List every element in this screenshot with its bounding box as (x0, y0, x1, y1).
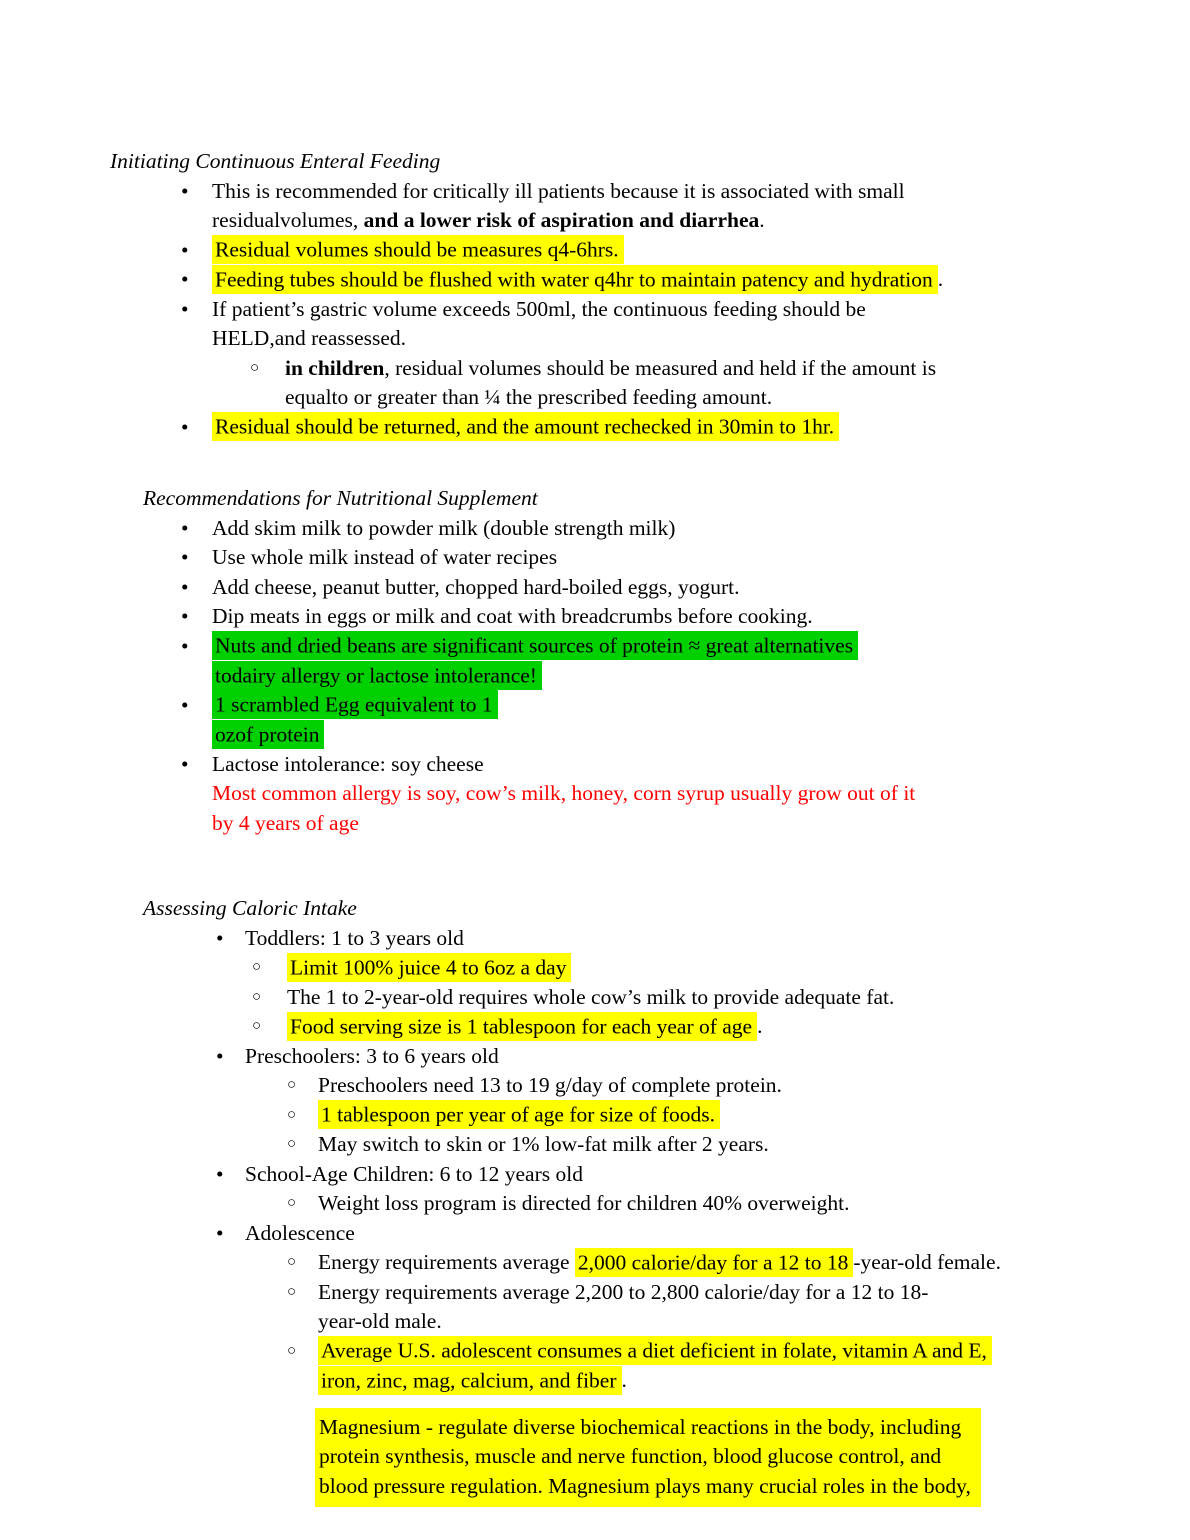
list-item (0, 295, 1190, 354)
text-line (212, 750, 1190, 780)
text-line (318, 1071, 1190, 1101)
list-item (0, 413, 1190, 443)
text-line (319, 1442, 971, 1472)
red-text-line (212, 809, 1190, 839)
sub-list-item (0, 1071, 1190, 1101)
list-item (0, 1160, 1190, 1190)
text-line (318, 1130, 1190, 1160)
text-run: This is recommended for critically ill patients because it is associated with small (212, 178, 905, 203)
text-run: Use whole milk instead of water recipes (212, 545, 558, 569)
green-highlighted-text: Nuts and dried beans are significant sources of protein ≈ great alternatives (212, 631, 858, 660)
text-line (285, 383, 1190, 413)
circle-bullet-icon: ○ (287, 1106, 297, 1123)
text-line (212, 720, 1190, 750)
text-run: Magnesium - regulate diverse biochemical reactions in the body, including (319, 1414, 962, 1439)
text-line (245, 924, 1190, 954)
bullet-icon: • (181, 545, 189, 569)
text-run: Weight loss program is directed for children 40% overweight. (318, 1191, 850, 1215)
bullet-icon: • (181, 237, 189, 262)
highlighted-text: Residual volumes should be measures q4-6hrs. (212, 235, 624, 264)
sub-list-item (0, 1278, 1190, 1337)
text-run: , residual volumes should be measured and held if the amount is (384, 355, 937, 380)
sub-list-item (0, 983, 1190, 1013)
bold-text-run: in children (285, 355, 385, 380)
circle-bullet-icon: ○ (287, 1136, 297, 1152)
highlighted-text: Residual should be returned, and the amount rechecked in 30min to 1hr. (212, 412, 839, 441)
bullet-icon: • (181, 267, 189, 291)
green-highlighted-text: 1 scrambled Egg equivalent to 1 (212, 690, 498, 719)
section-heading-assessing-caloric-intake: Assessing Caloric Intake (143, 896, 357, 920)
list-item (0, 514, 1190, 544)
text-line (212, 236, 1190, 266)
section-heading-initiating-continuous-enteral-feeding: Initiating Continuous Enteral Feeding (110, 149, 441, 173)
text-line (212, 177, 1190, 207)
text-line (287, 953, 1190, 983)
circle-bullet-icon: ○ (287, 1283, 297, 1300)
bullet-icon: • (181, 751, 189, 776)
text-line (285, 354, 1190, 384)
text-line (318, 1101, 1190, 1131)
list-item (0, 632, 1190, 691)
highlighted-text: Food serving size is 1 tablespoon for each year of age (287, 1012, 757, 1041)
text-line (318, 1366, 1190, 1396)
text-run: Energy requirements average 2,200 to 2,800 calorie/day for a 12 to 18- (318, 1279, 929, 1304)
sub-list-item (0, 953, 1190, 983)
text-line (245, 1219, 1190, 1249)
green-highlighted-text: todairy allergy or lactose intolerance! (212, 661, 542, 690)
text-line (318, 1337, 1190, 1367)
text-line (212, 602, 1190, 632)
text-line (212, 514, 1190, 544)
circle-bullet-icon: ○ (287, 1254, 297, 1270)
highlighted-text: Average U.S. adolescent consumes a diet deficient in folate, vitamin A and E, (318, 1336, 992, 1365)
text-run: protein synthesis, muscle and nerve function, blood glucose control, and (319, 1444, 942, 1468)
text-run: Preschoolers need 13 to 19 g/day of complete protein. (318, 1073, 782, 1097)
text-run: Adolescence (245, 1220, 355, 1245)
bullet-icon: • (181, 633, 189, 658)
text-line (245, 1042, 1190, 1072)
sub-list-item (0, 1337, 1190, 1396)
text-run: blood pressure regulation. Magnesium plays many crucial roles in the body, (319, 1473, 971, 1498)
text-run: equalto or greater than ¼ the prescribed feeding amount. (285, 385, 773, 409)
text-line (212, 573, 1190, 603)
sub-list-item (0, 1130, 1190, 1160)
red-text-run: by 4 years of age (212, 810, 359, 835)
bullet-icon: • (181, 178, 189, 203)
text-run: School-Age Children: 6 to 12 years old (245, 1161, 583, 1186)
circle-bullet-icon: ○ (250, 359, 260, 376)
bullet-icon: • (181, 604, 189, 628)
text-line (212, 265, 1190, 295)
text-line (287, 983, 1190, 1013)
text-run: Dip meats in eggs or milk and coat with breadcrumbs before cooking. (212, 604, 813, 628)
sub-list-item (0, 1248, 1190, 1278)
list-item (0, 602, 1190, 632)
text-line (287, 1012, 1190, 1042)
list-item (0, 1219, 1190, 1249)
highlighted-text: 2,000 calorie/day for a 12 to 18 (575, 1248, 853, 1277)
green-highlighted-text: ozof protein (212, 720, 324, 749)
circle-bullet-icon: ○ (252, 1018, 262, 1034)
text-line (212, 206, 1190, 236)
bullet-icon: • (181, 296, 189, 321)
highlighted-text: Feeding tubes should be flushed with water q4hr to maintain patency and hydration (212, 265, 938, 294)
text-line (319, 1472, 971, 1502)
bullet-icon: • (181, 515, 189, 540)
text-run: -year-old female. (853, 1250, 1001, 1274)
text-run: . (759, 208, 765, 232)
sub-list-item (0, 1189, 1190, 1219)
text-run: . (937, 267, 944, 291)
bullet-icon: • (216, 925, 224, 950)
bullet-icon: • (216, 1220, 224, 1245)
list-item (0, 1042, 1190, 1072)
bullet-icon: • (181, 692, 189, 717)
red-text-run: Most common allergy is soy, cow’s milk, honey, corn syrup usually grow out of it (212, 781, 916, 805)
circle-bullet-icon: ○ (252, 988, 262, 1005)
bold-text-run: and a lower risk of aspiration and diarrhea (363, 208, 760, 232)
text-line (245, 1160, 1190, 1190)
text-line (212, 295, 1190, 325)
text-line (318, 1307, 1190, 1337)
text-line (212, 543, 1190, 573)
text-run: Lactose intolerance: soy cheese (212, 751, 484, 776)
magnesium-highlighted-paragraph (315, 1408, 981, 1508)
text-run: . (757, 1014, 763, 1038)
list-item (0, 177, 1190, 236)
bullet-icon: • (181, 414, 189, 439)
text-line (212, 661, 1190, 691)
text-run: Energy requirements average (318, 1250, 575, 1274)
text-run: The 1 to 2-year-old requires whole cow’s milk to provide adequate fat. (287, 984, 895, 1009)
sub-list-item (0, 1012, 1190, 1042)
text-line (212, 632, 1190, 662)
highlighted-text: Limit 100% juice 4 to 6oz a day (287, 953, 571, 982)
red-text-line (212, 779, 1190, 809)
text-line (319, 1413, 971, 1443)
list-item (0, 573, 1190, 603)
sub-list-item (0, 354, 1190, 413)
sub-list-item (0, 1101, 1190, 1131)
text-run: May switch to skin or 1% low-fat milk after 2 years. (318, 1132, 769, 1156)
text-line (212, 324, 1190, 354)
text-run: HELD,and reassessed. (212, 326, 407, 350)
highlighted-text: iron, zinc, mag, calcium, and fiber (318, 1366, 622, 1395)
text-line (318, 1248, 1190, 1278)
list-item (0, 750, 1190, 839)
bullet-icon: • (181, 574, 189, 599)
circle-bullet-icon: ○ (252, 959, 262, 975)
list-item (0, 543, 1190, 573)
bullet-icon: • (216, 1043, 224, 1068)
list-item (0, 236, 1190, 266)
highlighted-text: 1 tablespoon per year of age for size of foods. (318, 1100, 720, 1129)
text-run: Toddlers: 1 to 3 years old (245, 925, 464, 950)
list-item (0, 924, 1190, 954)
text-run: Add skim milk to powder milk (double strength milk) (212, 515, 676, 540)
text-line (212, 691, 1190, 721)
text-line (318, 1278, 1190, 1308)
text-line (318, 1189, 1190, 1219)
circle-bullet-icon: ○ (287, 1195, 297, 1211)
circle-bullet-icon: ○ (287, 1342, 297, 1359)
text-run: year-old male. (318, 1309, 442, 1333)
bullet-icon: • (216, 1161, 224, 1186)
list-item (0, 265, 1190, 295)
text-line (212, 413, 1190, 443)
circle-bullet-icon: ○ (287, 1077, 297, 1093)
list-item (0, 691, 1190, 750)
text-run: If patient’s gastric volume exceeds 500ml, the continuous feeding should be (212, 296, 866, 321)
text-run: Add cheese, peanut butter, chopped hard-boiled eggs, yogurt. (212, 574, 740, 599)
text-run: Preschoolers: 3 to 6 years old (245, 1043, 499, 1068)
section-heading-recommendations-for-nutritional-supplement: Recommendations for Nutritional Supplement (143, 486, 538, 510)
text-run: residualvolumes, (212, 208, 364, 232)
text-run: . (621, 1368, 627, 1392)
